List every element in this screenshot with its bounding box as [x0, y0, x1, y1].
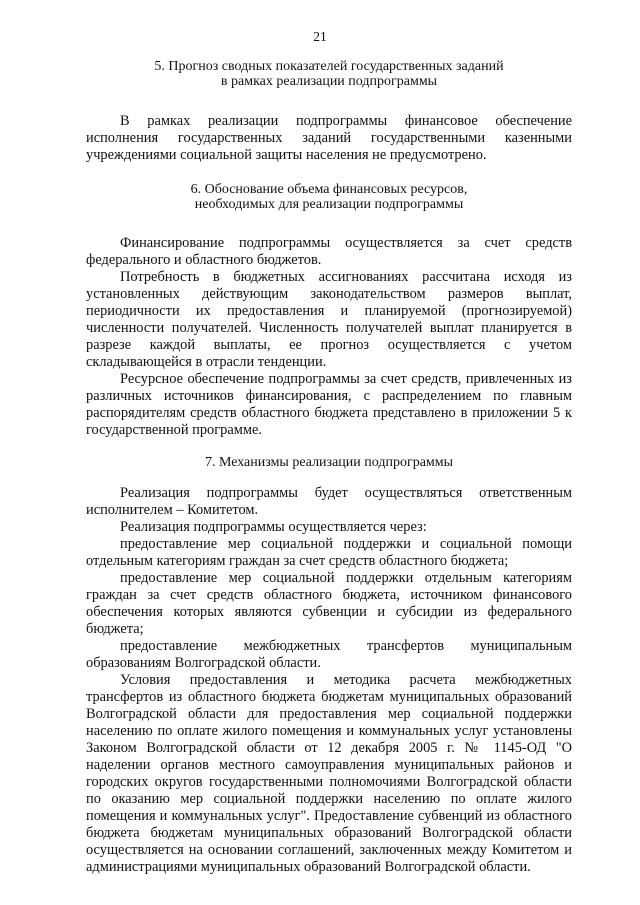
section-7-paragraph-1: Реализация подпрограммы будет осуществляться ответственным исполнителем – Комитетом.	[86, 485, 572, 518]
page-number: 21	[313, 29, 327, 44]
section-7-heading: 7. Механизмы реализации подпрограммы	[204, 455, 454, 470]
section-7-paragraph-4: предоставление мер социальной поддержки отдельным категориям граждан за счет средств областного бюджета, источником финансового обеспечения которых являются субвенции и субсидии из федерального бюджета;	[86, 570, 572, 637]
section-6-paragraph-1: Финансирование подпрограммы осуществляется за счет средств федерального и областного бюджетов.	[86, 235, 572, 268]
section-7-paragraph-6: Условия предоставления и методика расчета межбюджетных трансфертов из областного бюджета бюджетам муниципальных образований Волгоградской области для предоставления мер социальной поддержки населению по оплате жилого помещения и коммунальных услуг установлены Законом Волгоградской области от 12 декабря 2005 г. № 1145-ОД "О наделении органов местного самоуправления муниципальных районов и городских округов государственными полномочиями Волгоградской области по оказанию мер социальной поддержки населению по оплате жилого помещения и коммунальных услуг". Предоставление субвенций из областного бюджета бюджетам муниципальных образований Волгоградской области осуществляется на основании соглашений, заключенных между Комитетом и администрациями муниципальных образований Волгоградской области.	[86, 672, 572, 875]
section-7-paragraph-3: предоставление мер социальной поддержки и социальной помощи отдельным категориям граждан за счет средств областного бюджета;	[86, 536, 572, 569]
section-6-paragraph-3: Ресурсное обеспечение подпрограммы за счет средств, привлеченных из различных источников финансирования, с распределением по главным распорядителям средств областного бюджета представлено в приложении 5 к государственной программе.	[86, 371, 572, 438]
section-5-paragraph-1: В рамках реализации подпрограммы финансовое обеспечение исполнения государственных заданий государственными казенными учреждениями социальной защиты населения не предусмотрено.	[86, 113, 572, 163]
section-5-heading-line1: 5. Прогноз сводных показателей государственных заданий	[154, 59, 504, 74]
section-6-paragraph-2: Потребность в бюджетных ассигнованиях рассчитана исходя из установленных действующим законодательством размеров выплат, периодичности их предоставления и планируемой (прогнозируемой) численности получателей. Численность получателей выплат планируется в разрезе каждой выплаты, ее прогноз осуществляется с учетом складывающейся в отрасли тенденции.	[86, 269, 572, 370]
section-5-heading-line2: в рамках реализации подпрограммы	[220, 74, 438, 89]
section-7-paragraph-5: предоставление межбюджетных трансфертов муниципальным образованиям Волгоградской области.	[86, 638, 572, 671]
section-6-heading-line1: 6. Обоснование объема финансовых ресурсов,	[190, 182, 468, 197]
document-body	[86, 48, 572, 876]
section-6-heading	[86, 182, 572, 212]
section-7-paragraph-2: Реализация подпрограммы осуществляется через:	[120, 519, 427, 535]
section-5-heading	[86, 59, 572, 89]
section-6-heading-line2: необходимых для реализации подпрограммы	[194, 197, 464, 212]
